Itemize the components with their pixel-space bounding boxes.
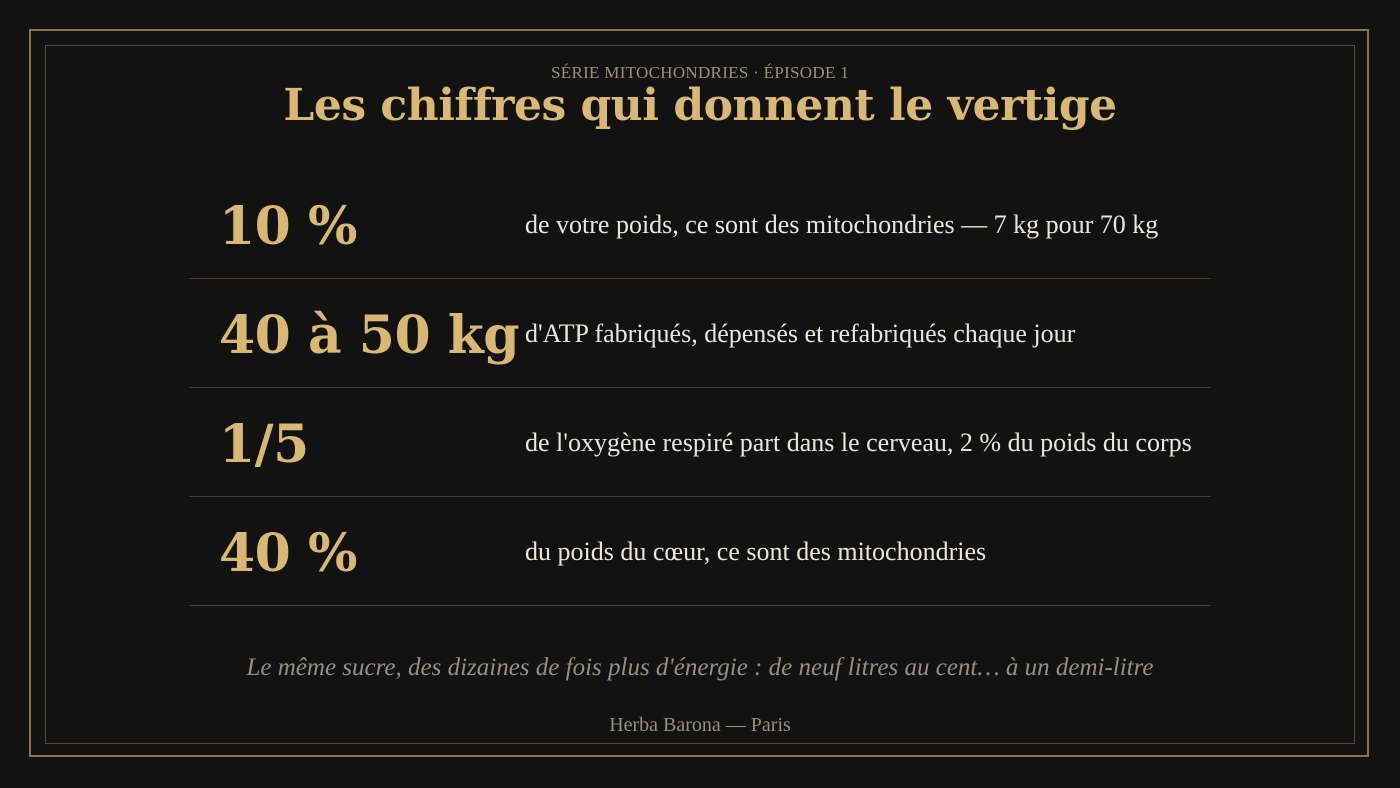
facts-list <box>189 170 1211 606</box>
fact-row <box>189 388 1211 497</box>
series-kicker: SÉRIE MITOCHONDRIES · ÉPISODE 1 <box>551 63 849 82</box>
page-title: Les chiffres qui donnent le vertige <box>283 80 1117 131</box>
fact-description: d'ATP fabriqués, dépensés et refabriqués chaque jour <box>525 319 1076 348</box>
fact-figure: 10 % <box>219 196 357 257</box>
fact-row <box>189 279 1211 388</box>
fact-row <box>189 170 1211 279</box>
fact-figure: 1/5 <box>219 414 309 475</box>
fact-figure: 40 à 50 kg <box>219 305 520 366</box>
footer-credit: Herba Barona — Paris <box>609 714 791 736</box>
fact-description: de votre poids, ce sont des mitochondries — 7 kg pour 70 kg <box>525 210 1159 239</box>
fact-description: du poids du cœur, ce sont des mitochondries <box>525 537 987 566</box>
fact-description: de l'oxygène respiré part dans le cerveau, 2 % du poids du corps <box>525 428 1192 457</box>
tagline: Le même sucre, des dizaines de fois plus d'énergie : de neuf litres au cent… à un demi-litre <box>246 654 1154 681</box>
fact-figure: 40 % <box>219 523 357 584</box>
fact-row <box>189 497 1211 606</box>
